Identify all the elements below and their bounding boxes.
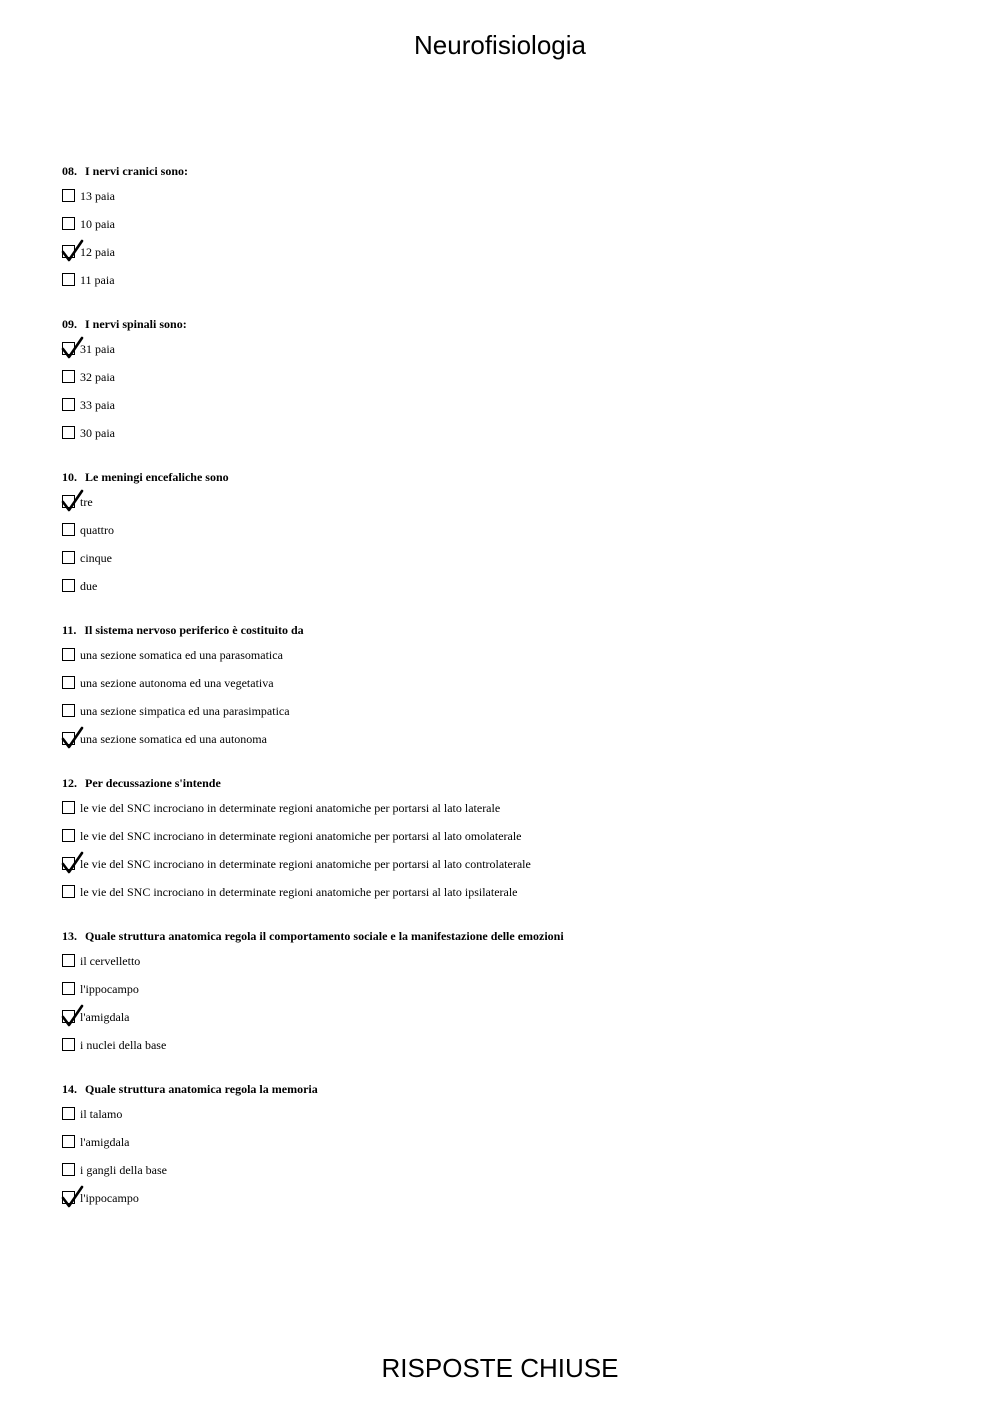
checkbox[interactable] <box>62 885 75 898</box>
answer-option <box>62 494 962 522</box>
option-label: i nuclei della base <box>80 1038 167 1052</box>
question-number: 11. <box>62 623 77 637</box>
quiz-list <box>62 162 962 1233</box>
checkbox-checked[interactable] <box>62 857 75 870</box>
answer-option <box>62 244 962 272</box>
option-label: 13 paia <box>80 189 115 203</box>
answer-option <box>62 953 962 981</box>
option-label: quattro <box>80 523 114 537</box>
option-label: 31 paia <box>80 342 115 356</box>
option-label: 11 paia <box>80 273 115 287</box>
answer-option <box>62 703 962 731</box>
answer-option <box>62 1190 962 1218</box>
option-label: una sezione somatica ed una autonoma <box>80 732 267 746</box>
answer-option <box>62 341 962 369</box>
option-label: le vie del SNC incrociano in determinate regioni anatomiche per portarsi al lato controlaterale <box>80 857 531 871</box>
answer-option <box>62 1134 962 1162</box>
answer-option <box>62 981 962 1009</box>
question-number: 14. <box>62 1082 77 1096</box>
question-block <box>62 621 962 759</box>
question-block <box>62 927 962 1065</box>
question-block <box>62 1080 962 1218</box>
question-number: 10. <box>62 470 77 484</box>
question-title <box>62 774 962 792</box>
checkbox[interactable] <box>62 801 75 814</box>
answer-option <box>62 216 962 244</box>
option-label: l'amigdala <box>80 1135 130 1149</box>
answer-option <box>62 397 962 425</box>
checkbox-checked[interactable] <box>62 1010 75 1023</box>
option-label: le vie del SNC incrociano in determinate regioni anatomiche per portarsi al lato laterale <box>80 801 501 815</box>
checkbox[interactable] <box>62 523 75 536</box>
answer-option <box>62 675 962 703</box>
answer-option <box>62 272 962 300</box>
question-text: I nervi spinali sono: <box>85 317 187 331</box>
option-label: 12 paia <box>80 245 115 259</box>
answer-option <box>62 884 962 912</box>
answer-option <box>62 731 962 759</box>
option-label: i gangli della base <box>80 1163 167 1177</box>
checkbox[interactable] <box>62 704 75 717</box>
option-label: l'amigdala <box>80 1010 130 1024</box>
question-title <box>62 315 962 333</box>
option-label: cinque <box>80 551 112 565</box>
option-label: l'ippocampo <box>80 982 139 996</box>
option-label: le vie del SNC incrociano in determinate regioni anatomiche per portarsi al lato ipsilaterale <box>80 885 518 899</box>
checkbox[interactable] <box>62 1163 75 1176</box>
question-block <box>62 315 962 453</box>
option-label: due <box>80 579 98 593</box>
checkbox-checked[interactable] <box>62 245 75 258</box>
question-text: Quale struttura anatomica regola la memoria <box>85 1082 318 1096</box>
question-text: Il sistema nervoso periferico è costituito da <box>84 623 304 637</box>
question-number: 09. <box>62 317 77 331</box>
option-label: 33 paia <box>80 398 115 412</box>
answer-option <box>62 1162 962 1190</box>
option-label: tre <box>80 495 93 509</box>
question-text: I nervi cranici sono: <box>85 164 188 178</box>
question-block <box>62 468 962 606</box>
option-label: 10 paia <box>80 217 115 231</box>
checkbox[interactable] <box>62 217 75 230</box>
answer-option <box>62 856 962 884</box>
checkbox[interactable] <box>62 189 75 202</box>
option-label: una sezione simpatica ed una parasimpatica <box>80 704 290 718</box>
answer-option <box>62 578 962 606</box>
option-label: il cervelletto <box>80 954 141 968</box>
option-label: 30 paia <box>80 426 115 440</box>
question-number: 13. <box>62 929 77 943</box>
checkbox[interactable] <box>62 398 75 411</box>
answer-option <box>62 425 962 453</box>
checkbox[interactable] <box>62 982 75 995</box>
answer-option <box>62 647 962 675</box>
question-text: Per decussazione s'intende <box>85 776 221 790</box>
option-label: il talamo <box>80 1107 123 1121</box>
question-block <box>62 162 962 300</box>
checkbox[interactable] <box>62 426 75 439</box>
question-title <box>62 927 962 945</box>
checkbox-checked[interactable] <box>62 342 75 355</box>
checkbox[interactable] <box>62 579 75 592</box>
answer-option <box>62 800 962 828</box>
checkbox-checked[interactable] <box>62 495 75 508</box>
checkbox-checked[interactable] <box>62 1191 75 1204</box>
answer-option <box>62 522 962 550</box>
answer-option <box>62 1106 962 1134</box>
option-label: le vie del SNC incrociano in determinate regioni anatomiche per portarsi al lato omolaterale <box>80 829 522 843</box>
answer-option <box>62 1009 962 1037</box>
checkbox[interactable] <box>62 1107 75 1120</box>
checkbox[interactable] <box>62 648 75 661</box>
question-number: 12. <box>62 776 77 790</box>
answer-option <box>62 550 962 578</box>
question-title <box>62 1080 962 1098</box>
checkbox[interactable] <box>62 676 75 689</box>
question-title <box>62 621 962 639</box>
checkbox[interactable] <box>62 551 75 564</box>
question-text: Quale struttura anatomica regola il comportamento sociale e la manifestazione delle emozioni <box>85 929 564 943</box>
checkbox[interactable] <box>62 954 75 967</box>
question-block <box>62 774 962 912</box>
checkbox-checked[interactable] <box>62 732 75 745</box>
option-label: una sezione somatica ed una parasomatica <box>80 648 283 662</box>
checkbox[interactable] <box>62 370 75 383</box>
question-title <box>62 162 962 180</box>
option-label: l'ippocampo <box>80 1191 139 1205</box>
answer-option <box>62 1037 962 1065</box>
question-text: Le meningi encefaliche sono <box>85 470 229 484</box>
option-label: una sezione autonoma ed una vegetativa <box>80 676 274 690</box>
checkbox[interactable] <box>62 273 75 286</box>
page-title: Neurofisiologia <box>414 30 586 60</box>
checkbox[interactable] <box>62 1135 75 1148</box>
option-label: 32 paia <box>80 370 115 384</box>
checkbox[interactable] <box>62 1038 75 1051</box>
answer-option <box>62 188 962 216</box>
checkbox[interactable] <box>62 829 75 842</box>
page-footer: RISPOSTE CHIUSE <box>381 1353 619 1383</box>
answer-option <box>62 369 962 397</box>
question-number: 08. <box>62 164 77 178</box>
question-title <box>62 468 962 486</box>
answer-option <box>62 828 962 856</box>
